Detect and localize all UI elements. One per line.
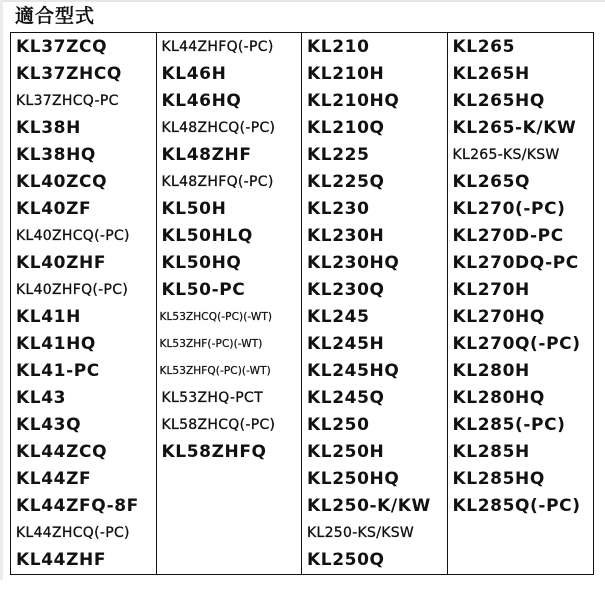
model-cell: KL245Q bbox=[307, 388, 385, 408]
top-edge bbox=[0, 0, 605, 2]
table-column bbox=[302, 33, 448, 574]
model-cell: KL225 bbox=[307, 145, 370, 165]
model-cell: KL265Q bbox=[452, 172, 531, 192]
model-cell: KL270HQ bbox=[452, 307, 545, 327]
model-cell: KL265 bbox=[452, 37, 515, 57]
model-cell: KL270H bbox=[452, 280, 530, 300]
model-cell: KL265HQ bbox=[452, 91, 545, 111]
model-cell: KL37ZHCQ-PC bbox=[16, 93, 119, 109]
model-cell: KL44ZFQ-8F bbox=[16, 496, 139, 516]
table-column bbox=[11, 33, 157, 574]
model-cell bbox=[157, 466, 302, 493]
model-cell: KL210HQ bbox=[307, 91, 400, 111]
model-cell: KL53ZHF(-PC)(-WT) bbox=[159, 338, 263, 350]
model-cell: KL43Q bbox=[16, 415, 82, 435]
model-cell: KL230 bbox=[307, 199, 370, 219]
model-cell: KL44ZF bbox=[16, 469, 92, 489]
model-cell: KL285Q(-PC) bbox=[452, 496, 581, 516]
model-cell: KL46H bbox=[161, 64, 227, 84]
model-cell: KL270DQ-PC bbox=[452, 253, 579, 273]
model-cell: KL250-K/KW bbox=[307, 496, 431, 516]
model-cell: KL285(-PC) bbox=[452, 415, 566, 435]
model-cell: KL37ZHCQ bbox=[16, 64, 122, 84]
page-title: 適合型式 bbox=[15, 5, 96, 27]
model-cell: KL38HQ bbox=[16, 145, 96, 165]
model-cell: KL44ZCQ bbox=[16, 442, 108, 462]
model-cell: KL58ZHCQ(-PC) bbox=[161, 417, 276, 433]
model-cell: KL48ZHCQ(-PC) bbox=[161, 120, 276, 136]
model-cell: KL270Q(-PC) bbox=[452, 334, 581, 354]
model-cell: KL41H bbox=[16, 307, 81, 327]
model-cell: KL250-KS/KSW bbox=[307, 525, 415, 541]
model-cell: KL44ZHFQ(-PC) bbox=[161, 39, 274, 55]
model-cell: KL250 bbox=[307, 415, 370, 435]
model-cell: KL50HQ bbox=[161, 253, 242, 273]
model-cell: KL210 bbox=[307, 37, 370, 57]
model-cell: KL250HQ bbox=[307, 469, 400, 489]
model-cell: KL41HQ bbox=[16, 334, 96, 354]
model-cell: KL44ZHF bbox=[16, 550, 107, 570]
model-cell: KL285HQ bbox=[452, 469, 545, 489]
model-cell: KL230H bbox=[307, 226, 385, 246]
model-cell bbox=[157, 493, 302, 520]
model-cell bbox=[157, 547, 302, 574]
table-column bbox=[157, 33, 303, 574]
model-cell: KL40ZHCQ(-PC) bbox=[16, 228, 130, 244]
model-cell: KL225Q bbox=[307, 172, 385, 192]
model-cell: KL50-PC bbox=[161, 280, 246, 300]
model-cell: KL40ZCQ bbox=[16, 172, 108, 192]
model-cell: KL48ZHFQ(-PC) bbox=[161, 174, 274, 190]
model-cell bbox=[448, 547, 594, 574]
model-cell: KL210Q bbox=[307, 118, 385, 138]
model-cell: KL280HQ bbox=[452, 388, 545, 408]
model-cell: KL53ZHFQ(-PC)(-WT) bbox=[159, 365, 271, 377]
model-cell: KL250Q bbox=[307, 550, 385, 570]
model-cell: KL210H bbox=[307, 64, 385, 84]
model-cell: KL43 bbox=[16, 388, 67, 408]
model-cell bbox=[448, 520, 594, 547]
model-cell: KL38H bbox=[16, 118, 81, 138]
model-cell bbox=[157, 520, 302, 547]
model-cell: KL230Q bbox=[307, 280, 385, 300]
model-cell: KL265H bbox=[452, 64, 530, 84]
model-cell: KL230HQ bbox=[307, 253, 400, 273]
model-cell: KL58ZHFQ bbox=[161, 442, 267, 462]
model-cell: KL245H bbox=[307, 334, 385, 354]
left-edge bbox=[0, 0, 3, 580]
model-cell: KL270(-PC) bbox=[452, 199, 566, 219]
model-cell: KL48ZHF bbox=[161, 145, 252, 165]
model-cell: KL46HQ bbox=[161, 91, 242, 111]
model-cell: KL265-KS/KSW bbox=[452, 147, 560, 163]
model-cell: KL50HLQ bbox=[161, 226, 253, 246]
model-cell: KL50H bbox=[161, 199, 227, 219]
model-cell: KL285H bbox=[452, 442, 530, 462]
model-cell: KL265-K/KW bbox=[452, 118, 577, 138]
model-cell: KL270D-PC bbox=[452, 226, 564, 246]
model-cell: KL44ZHCQ(-PC) bbox=[16, 525, 130, 541]
model-cell: KL53ZHQ-PCT bbox=[161, 390, 263, 406]
model-cell: KL40ZHF bbox=[16, 253, 107, 273]
compatible-models-table bbox=[10, 32, 594, 575]
model-cell: KL40ZHFQ(-PC) bbox=[16, 282, 129, 298]
model-cell: KL40ZF bbox=[16, 199, 92, 219]
model-cell: KL250H bbox=[307, 442, 385, 462]
model-cell: KL245 bbox=[307, 307, 370, 327]
model-cell: KL280H bbox=[452, 361, 530, 381]
model-cell: KL41-PC bbox=[16, 361, 100, 381]
model-cell: KL245HQ bbox=[307, 361, 400, 381]
model-cell: KL53ZHCQ(-PC)(-WT) bbox=[159, 311, 273, 323]
model-cell: KL37ZCQ bbox=[16, 37, 108, 57]
table-column bbox=[448, 33, 594, 574]
